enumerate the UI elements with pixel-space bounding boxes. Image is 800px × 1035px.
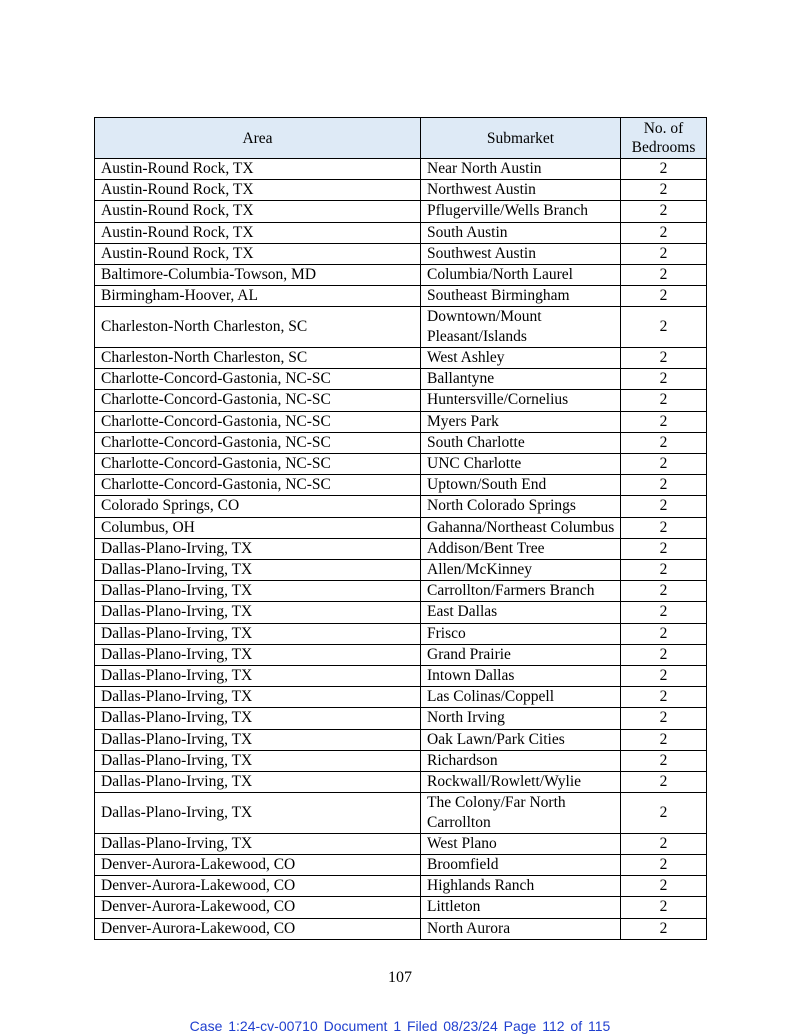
table-row (95, 602, 707, 623)
cell-bedrooms: 2 (621, 180, 707, 201)
cell-area: Dallas-Plano-Irving, TX (95, 729, 421, 750)
cell-area: Denver-Aurora-Lakewood, CO (95, 855, 421, 876)
table-row (95, 201, 707, 222)
table-row (95, 918, 707, 939)
cell-bedrooms: 2 (621, 750, 707, 771)
case-footer: Case 1:24-cv-00710 Document 1 Filed 08/23/24 Page 112 of 115 (189, 1018, 611, 1034)
cell-bedrooms: 2 (621, 729, 707, 750)
cell-submarket: Downtown/Mount Pleasant/Islands (421, 307, 621, 348)
cell-bedrooms: 2 (621, 538, 707, 559)
cell-area: Charlotte-Concord-Gastonia, NC-SC (95, 432, 421, 453)
table-row (95, 265, 707, 286)
cell-submarket: Las Colinas/Coppell (421, 687, 621, 708)
table-row (95, 897, 707, 918)
cell-area: Columbus, OH (95, 517, 421, 538)
cell-area: Denver-Aurora-Lakewood, CO (95, 897, 421, 918)
cell-submarket: The Colony/Far North Carrollton (421, 793, 621, 834)
cell-submarket: Pflugerville/Wells Branch (421, 201, 621, 222)
table-row (95, 390, 707, 411)
cell-bedrooms: 2 (621, 475, 707, 496)
cell-submarket: West Plano (421, 833, 621, 854)
cell-submarket: West Ashley (421, 348, 621, 369)
cell-bedrooms: 2 (621, 243, 707, 264)
cell-submarket: North Colorado Springs (421, 496, 621, 517)
cell-area: Charlotte-Concord-Gastonia, NC-SC (95, 411, 421, 432)
cell-bedrooms: 2 (621, 644, 707, 665)
page-number: 107 (388, 969, 412, 986)
cell-submarket: South Austin (421, 222, 621, 243)
cell-submarket: Addison/Bent Tree (421, 538, 621, 559)
cell-area: Baltimore-Columbia-Towson, MD (95, 265, 421, 286)
table-row (95, 475, 707, 496)
column-header-bedrooms: No. of Bedrooms (621, 118, 707, 159)
cell-bedrooms: 2 (621, 265, 707, 286)
cell-bedrooms: 2 (621, 432, 707, 453)
cell-submarket: Oak Lawn/Park Cities (421, 729, 621, 750)
cell-submarket: Intown Dallas (421, 666, 621, 687)
cell-submarket: Frisco (421, 623, 621, 644)
cell-area: Charlotte-Concord-Gastonia, NC-SC (95, 454, 421, 475)
cell-bedrooms: 2 (621, 623, 707, 644)
cell-bedrooms: 2 (621, 222, 707, 243)
cell-submarket: Rockwall/Rowlett/Wylie (421, 772, 621, 793)
cell-bedrooms: 2 (621, 390, 707, 411)
table-row (95, 411, 707, 432)
cell-area: Austin-Round Rock, TX (95, 243, 421, 264)
cell-submarket: Highlands Ranch (421, 876, 621, 897)
cell-bedrooms: 2 (621, 897, 707, 918)
cell-area: Dallas-Plano-Irving, TX (95, 793, 421, 834)
cell-bedrooms: 2 (621, 454, 707, 475)
cell-submarket: Richardson (421, 750, 621, 771)
cell-submarket: Grand Prairie (421, 644, 621, 665)
table-row (95, 348, 707, 369)
table-row (95, 687, 707, 708)
table-row (95, 772, 707, 793)
table-row (95, 496, 707, 517)
cell-area: Austin-Round Rock, TX (95, 180, 421, 201)
cell-area: Austin-Round Rock, TX (95, 201, 421, 222)
cell-area: Charlotte-Concord-Gastonia, NC-SC (95, 390, 421, 411)
cell-submarket: Ballantyne (421, 369, 621, 390)
cell-area: Charleston-North Charleston, SC (95, 307, 421, 348)
cell-bedrooms: 2 (621, 517, 707, 538)
table-row (95, 793, 707, 834)
cell-submarket: Near North Austin (421, 159, 621, 180)
cell-submarket: Columbia/North Laurel (421, 265, 621, 286)
cell-area: Dallas-Plano-Irving, TX (95, 538, 421, 559)
table-row (95, 644, 707, 665)
column-header-submarket: Submarket (421, 118, 621, 159)
table-row (95, 180, 707, 201)
cell-area: Dallas-Plano-Irving, TX (95, 602, 421, 623)
cell-area: Dallas-Plano-Irving, TX (95, 687, 421, 708)
cell-bedrooms: 2 (621, 666, 707, 687)
cell-bedrooms: 2 (621, 581, 707, 602)
cell-submarket: Huntersville/Cornelius (421, 390, 621, 411)
table-row (95, 432, 707, 453)
cell-bedrooms: 2 (621, 307, 707, 348)
table-header-row (95, 118, 707, 159)
cell-area: Dallas-Plano-Irving, TX (95, 581, 421, 602)
cell-area: Dallas-Plano-Irving, TX (95, 708, 421, 729)
cell-area: Dallas-Plano-Irving, TX (95, 772, 421, 793)
cell-submarket: Allen/McKinney (421, 560, 621, 581)
table-body (95, 159, 707, 940)
cell-submarket: Southeast Birmingham (421, 286, 621, 307)
cell-bedrooms: 2 (621, 560, 707, 581)
cell-bedrooms: 2 (621, 833, 707, 854)
cell-bedrooms: 2 (621, 201, 707, 222)
table-row (95, 666, 707, 687)
cell-bedrooms: 2 (621, 772, 707, 793)
table-row (95, 454, 707, 475)
cell-submarket: Uptown/South End (421, 475, 621, 496)
cell-bedrooms: 2 (621, 708, 707, 729)
cell-submarket: East Dallas (421, 602, 621, 623)
cell-submarket: South Charlotte (421, 432, 621, 453)
cell-submarket: Broomfield (421, 855, 621, 876)
cell-submarket: Southwest Austin (421, 243, 621, 264)
cell-bedrooms: 2 (621, 159, 707, 180)
cell-bedrooms: 2 (621, 918, 707, 939)
cell-bedrooms: 2 (621, 348, 707, 369)
cell-bedrooms: 2 (621, 602, 707, 623)
table-row (95, 581, 707, 602)
table-row (95, 708, 707, 729)
cell-submarket: UNC Charlotte (421, 454, 621, 475)
table-row (95, 538, 707, 559)
cell-submarket: North Irving (421, 708, 621, 729)
table-row (95, 286, 707, 307)
cell-submarket: Carrollton/Farmers Branch (421, 581, 621, 602)
cell-submarket: North Aurora (421, 918, 621, 939)
cell-area: Dallas-Plano-Irving, TX (95, 833, 421, 854)
table-row (95, 623, 707, 644)
submarket-table (94, 117, 707, 940)
table-row (95, 560, 707, 581)
cell-area: Austin-Round Rock, TX (95, 222, 421, 243)
table-row (95, 369, 707, 390)
cell-area: Dallas-Plano-Irving, TX (95, 560, 421, 581)
table-row (95, 307, 707, 348)
cell-submarket: Gahanna/Northeast Columbus (421, 517, 621, 538)
cell-submarket: Northwest Austin (421, 180, 621, 201)
table-row (95, 159, 707, 180)
cell-area: Denver-Aurora-Lakewood, CO (95, 918, 421, 939)
cell-area: Colorado Springs, CO (95, 496, 421, 517)
table-row (95, 243, 707, 264)
table-row (95, 855, 707, 876)
cell-area: Dallas-Plano-Irving, TX (95, 623, 421, 644)
cell-bedrooms: 2 (621, 496, 707, 517)
cell-area: Austin-Round Rock, TX (95, 159, 421, 180)
table-row (95, 833, 707, 854)
cell-area: Charleston-North Charleston, SC (95, 348, 421, 369)
column-header-area: Area (95, 118, 421, 159)
cell-bedrooms: 2 (621, 286, 707, 307)
cell-area: Charlotte-Concord-Gastonia, NC-SC (95, 369, 421, 390)
cell-bedrooms: 2 (621, 411, 707, 432)
table-row (95, 729, 707, 750)
cell-area: Birmingham-Hoover, AL (95, 286, 421, 307)
cell-bedrooms: 2 (621, 793, 707, 834)
cell-area: Charlotte-Concord-Gastonia, NC-SC (95, 475, 421, 496)
cell-bedrooms: 2 (621, 369, 707, 390)
cell-area: Dallas-Plano-Irving, TX (95, 644, 421, 665)
table-row (95, 517, 707, 538)
table-row (95, 222, 707, 243)
cell-bedrooms: 2 (621, 687, 707, 708)
cell-submarket: Myers Park (421, 411, 621, 432)
cell-area: Dallas-Plano-Irving, TX (95, 666, 421, 687)
cell-bedrooms: 2 (621, 855, 707, 876)
cell-area: Dallas-Plano-Irving, TX (95, 750, 421, 771)
cell-bedrooms: 2 (621, 876, 707, 897)
table-row (95, 876, 707, 897)
table-row (95, 750, 707, 771)
cell-area: Denver-Aurora-Lakewood, CO (95, 876, 421, 897)
cell-submarket: Littleton (421, 897, 621, 918)
